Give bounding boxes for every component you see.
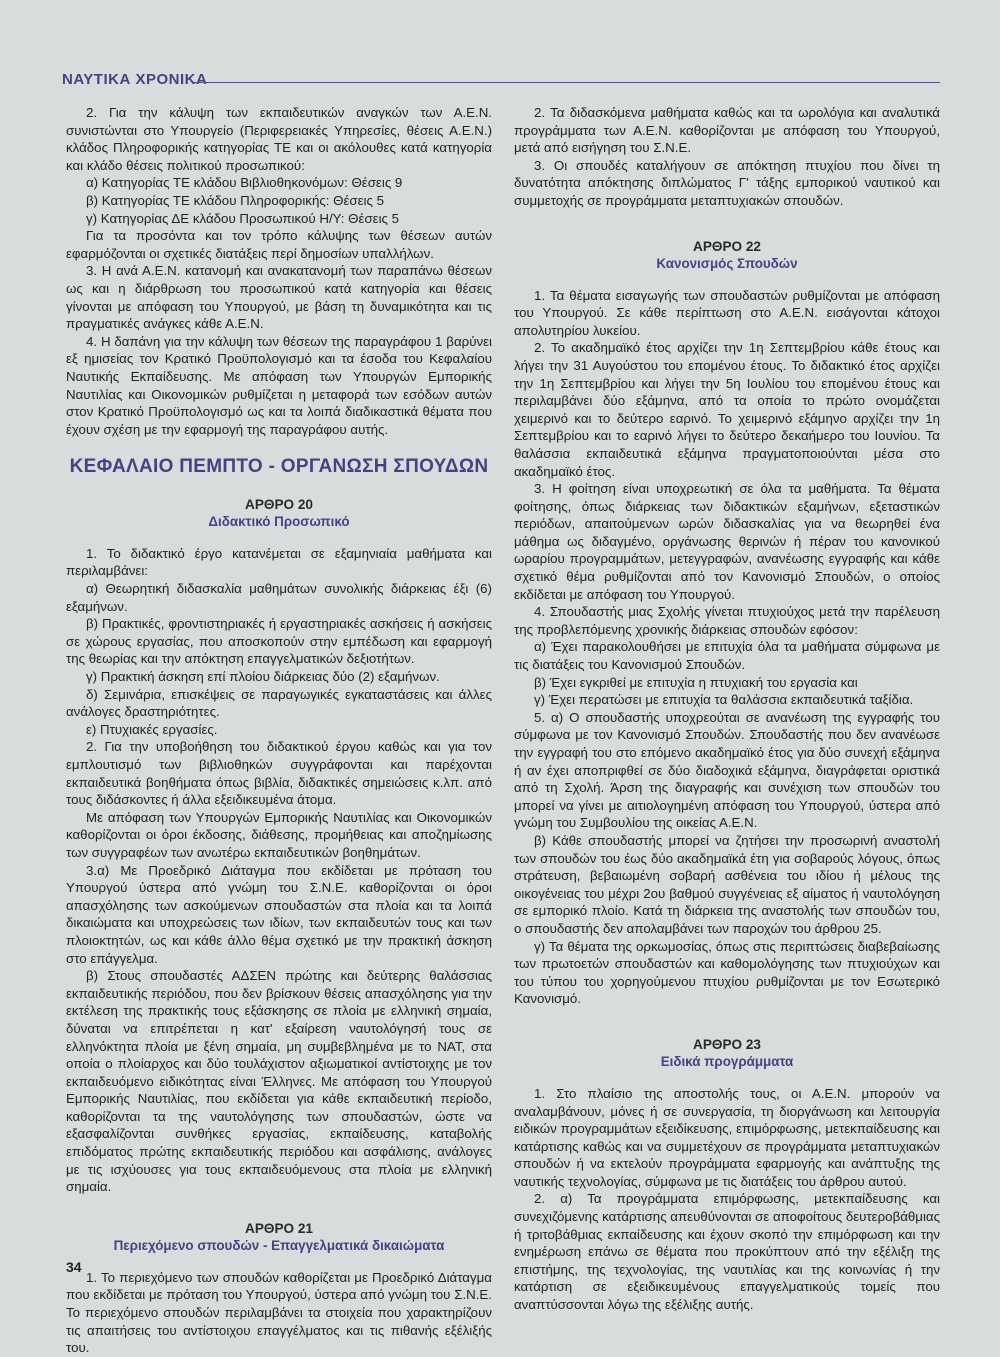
running-header <box>62 70 940 90</box>
list-item: γ) Κατηγορίας ΔΕ κλάδου Προσωπικού Η/Υ: Θέσεις 5 <box>86 210 400 226</box>
paragraph: 3. Οι σπουδές καταλήγουν σε απόκτηση πτυχίου που δίνει τη δυνατότητα απόκτησης διπλώματος Γ' τάξης εμπορικού ναυτικού και συμμετοχής σε προγράμματα μεταπτυχιακών σπουδών. <box>514 157 940 208</box>
paragraph: 3. Η ανά Α.Ε.Ν. κατανομή και ανακατανομή των παραπάνω θέσεων ως και η διάρθρωση του προσωπικού κατά κατηγορία και θέσεις γίνονται με απόφαση του Υπουργού, με βάση τη δυναμικότητα και τις πραγματικές ανάγκες κάθε Α.Ε.Ν. <box>66 263 492 332</box>
article-number: ΑΡΘΡΟ 23 <box>693 1036 761 1052</box>
list-item: α) Θεωρητική διδασκαλία μαθημάτων συνολικής διάρκειας έξι (6) εξαμήνων. <box>66 581 492 614</box>
list-item: γ) Πρακτική άσκηση επί πλοίου διάρκειας δύο (2) εξαμήνων. <box>86 669 440 685</box>
article-title: Κανονισμός Σπουδών <box>656 255 798 271</box>
article-title: Περιεχόμενο σπουδών - Επαγγελματικά δικαιώματα <box>113 1237 445 1253</box>
list-item: α) Έχει παρακολουθήσει με επιτυχία όλα τα μαθήματα σύμφωνα με τις διατάξεις του Κανονισμού Σπουδών. <box>514 639 940 673</box>
paragraph: Με απόφαση των Υπουργών Εμπορικής Ναυτιλίας και Οικονομικών καθορίζονται οι όροι έκδοσης, διάθεσης, προμήθειας και αποζημίωσης των συγγραφέων των ανωτέρω εκπαιδευτικών βοηθημάτων. <box>66 809 492 860</box>
article-20-heading <box>66 496 492 531</box>
article-23-heading <box>514 1036 940 1071</box>
paragraph: 3. Η φοίτηση είναι υποχρεωτική σε όλα τα μαθήματα. Τα θέματα φοίτησης, όπως διάρκειας των διδακτικών εξαμήνων, εξεταστικών περιόδων, απαιτούμενων ωρών διδασκαλίας για να θεωρηθεί ένα μάθημα ως διδαγμένο, οργάνωσης θερινών ή πέραν του κανονικού ωραρίου προγραμμάτων, μετεγγραφών, ανανέωσης εγγραφής και κάθε σχετικό θέμα ρυθμίζονται από τον Κανονισμό Σπουδών, ο οποίος εκδίδεται με απόφαση του Υπουργού. <box>514 481 940 602</box>
list-item: α) Κατηγορίας ΤΕ κλάδου Βιβλιοθηκονόμων: Θέσεις 9 <box>86 175 403 191</box>
paragraph: 1. Το περιεχόμενο των σπουδών καθορίζεται με Προεδρικό Διάταγμα που εκδίδεται με πρόταση του Υπουργού, ύστερα από γνώμη του Σ.Ν.Ε. Το περιεχόμενο σπουδών περιλαμβάνει τα στοιχεία που χαρακτηρίζουν τις απαιτήσεις του αντίστοιχου επαγγέλματος και τις πιθανής εξέλιξής του. <box>66 1269 492 1356</box>
paragraph: 2. α) Τα προγράμματα επιμόρφωσης, μετεκπαίδευσης και συνεχιζόμενης κατάρτισης απευθύνονται σε αποφοίτους δευτεροβάθμιας ή τριτοβάθμιας εκπαίδευσης και έχουν σκοπό την επιμόρφωση και την ενημέρωση επάνω σε θέματα που προκύπτουν από την εξέλιξη της επιστήμης, της τεχνολογίας, της ναυτιλίας και της κοινωνίας ή την κατάρτιση σε εξειδικευμένους επαγγελματικούς τομείς που αναπτύσσονται λόγω της εξέλιξης αυτής. <box>514 1191 941 1313</box>
paragraph: β) Κάθε σπουδαστής μπορεί να ζητήσει την προσωρινή αναστολή των σπουδών του έως δύο ακαδημαϊκά έτη για σοβαρούς λόγους, όπως στράτευση, βεβαιωμένη σοβαρή ασθένεια του ιδίου ή μέλους της οικογένειας του μέχρι 2ου βαθμού συγγένειας εξ αίματος ή ναυτολόγηση σε εμπορικό πλοίο. Κατά τη διάρκεια της αναστολής των σπουδών του, ο σπουδαστής δεν απολαμβάνει των παροχών του άρθρου 25. <box>514 832 940 936</box>
paragraph: 2. Για την υποβοήθηση του διδακτικού έργου καθώς και για τον εμπλουτισμό των βιβλιοθηκών συγγράφονται και παρέχονται εκπαιδευτικά βοηθήματα όπως βιβλία, διδακτικές σημειώσεις κ.λπ. από τους διδάσκοντες ή άλλα εξειδικευμένα άτομα. <box>66 739 492 808</box>
article-number: ΑΡΘΡΟ 22 <box>693 238 761 254</box>
paragraph: 3.α) Με Προεδρικό Διάταγμα που εκδίδεται με πρόταση του Υπουργού ύστερα από γνώμη του Σ.Ν.Ε. καθορίζονται οι όροι απασχόλησης των ασκούμενων σπουδαστών στα πλοία και τα λοιπά δικαιώματα και υποχρεώσεις των ιδίων, των εκπαιδευτών τους και των πλοιοκτητών, ως και κάθε άλλο θέμα σχετικό με την πρακτική άσκηση στο επάγγελμα. <box>66 862 492 966</box>
magazine-title: ΝΑΥΤΙΚΑ ΧΡΟΝΙΚΑ <box>62 71 208 88</box>
paragraph: 2. Το ακαδημαϊκό έτος αρχίζει την 1η Σεπτεμβρίου κάθε έτους και λήγει την 31 Αυγούστου του επομένου έτους. Το διδακτικό έτος αρχίζει την 1η Σεπτεμβρίου και λήγει την 5η Ιουλίου του επομένου έτους και περιλαμβάνει δύο εξάμηνα, από τα οποία το πρώτο ονομάζεται χειμερινό και το δεύτερο εαρινό. Το χειμερινό εξάμηνο αρχίζει την 1η Σεπτεμβρίου και το εαρινό λήγει το δεύτερο δεκαήμερο του Ιουνίου. Τα θαλάσσια εκπαιδευτικά εξάμηνα πραγματοποιούνται μέσα στο ακαδημαϊκό έτος. <box>514 340 940 479</box>
paragraph: 4. Σπουδαστής μιας Σχολής γίνεται πτυχιούχος μετά την παρέλευση της προβλεπόμενης χρονικής διάρκειας σπουδών εφόσον: <box>514 604 940 637</box>
chapter-title: ΚΕΦΑΛΑΙΟ ΠΕΜΠΤΟ - ΟΡΓΑΝΩΣΗ ΣΠΟΥΔΩΝ <box>69 456 489 478</box>
list-item: β) Πρακτικές, φροντιστηριακές ή εργαστηριακές ασκήσεις ή ασκήσεις σε χώρους εργασίας, που αποσκοπούν στην εμπέδωση και εφαρμογή της θεωρίας και την απόκτηση επαγγελματικών δεξιοτήτων. <box>66 616 492 667</box>
paragraph: Για τα προσόντα και τον τρόπο κάλυψης των θέσεων αυτών εφαρμόζονται οι σχετικές διατάξεις περί δημοσίων υπαλλήλων. <box>66 228 492 261</box>
paragraph: 1. Το διδακτικό έργο κατανέμεται σε εξαμηνιαία μαθήματα και περιλαμβάνει: <box>66 545 492 579</box>
article-21-heading <box>66 1220 492 1255</box>
list-item: δ) Σεμινάρια, επισκέψεις σε παραγωγικές εγκαταστάσεις και άλλες ανάλογες δραστηριότητες. <box>66 686 492 720</box>
article-title: Διδακτικό Προσωπικό <box>208 513 350 529</box>
article-number: ΑΡΘΡΟ 20 <box>245 496 313 512</box>
article-22-heading <box>514 238 940 273</box>
right-column <box>514 104 940 1314</box>
paragraph: 4. Η δαπάνη για την κάλυψη των θέσεων της παραγράφου 1 βαρύνει εξ ημισείας τον Κρατικό Προϋπολογισμό και τα έσοδα του Κεφαλαίου Ναυτικής Εκπαίδευσης. Με απόφαση των Υπουργών Εμπορικής Ναυτιλίας και Οικονομικών ρυθμίζεται η μεταφορά των εσόδων αυτών στον Κρατικό Προϋπολογισμό ως και τα λοιπά διαδικαστικά θέματα που έχουν σχέση με την εφαρμογή της παραγράφου αυτής. <box>66 333 492 437</box>
left-column <box>66 104 492 1357</box>
article-number: ΑΡΘΡΟ 21 <box>245 1220 313 1236</box>
paragraph: 5. α) Ο σπουδαστής υποχρεούται σε ανανέωση της εγγραφής του σύμφωνα με τον Κανονισμό Σπουδών. Σπουδαστής που δεν ανανέωσε την εγγραφή του στο επόμενο ακαδημαϊκό έτος για δύο συνεχή εξάμηνα ή αν έχει αποπριφθεί σε δύο διαδοχικά εξάμηνα, διαγράφεται οριστικά από τη Σχολή. Άρση της διαγραφής και συνέχιση των σπουδών του μπορεί να γίνει με αιτιολογημένη απόφαση του Υπουργού, ύστερα από γνώμη του Συμβουλίου της οικείας Α.Ε.Ν. <box>514 709 940 831</box>
paragraph: 1. Στο πλαίσιο της αποστολής τους, οι Α.Ε.Ν. μπορούν να αναλαμβάνουν, μόνες ή σε συνεργασία, τη διοργάνωση και λειτουργία ειδικών προγραμμάτων εξειδίκευσης, επιμόρφωσης, μετεκπαίδευσης και κατάρτισης καθώς και να συμμετέχουν σε προγράμματα μεταπτυχιακών σπουδών ή να εκτελούν προγράμματα εφαρμογής και ανάπτυξης της ναυτικής τεχνολογίας, σύμφωνα με τις διατάξεις του άρθρου αυτού. <box>514 1085 940 1189</box>
paragraph: 2. Τα διδασκόμενα μαθήματα καθώς και τα ωρολόγια και αναλυτικά προγράμματα των Α.Ε.Ν. καθορίζονται με απόφαση του Υπουργού, μετά από εισήγηση του Σ.Ν.Ε. <box>514 105 940 156</box>
list-item: γ) Έχει περατώσει με επιτυχία τα θαλάσσια εκπαιδευτικά ταξίδια. <box>534 692 914 708</box>
page-number: 34 <box>66 1259 82 1275</box>
list-item: β) Κατηγορίας ΤΕ κλάδου Πληροφορικής: Θέσεις 5 <box>86 192 384 208</box>
paragraph: 1. Τα θέματα εισαγωγής των σπουδαστών ρυθμίζονται με απόφαση του Υπουργού. Σε κάθε περίπτωση στο Α.Ε.Ν. εισάγονται κάτοχοι απολυτηρίου λυκείου. <box>514 287 940 338</box>
paragraph: β) Στους σπουδαστές ΑΔΣΕΝ πρώτης και δεύτερης θαλάσσιας εκπαιδευτικής περιόδου, που δεν βρίσκουν θέσεις απασχόλησης για την εκτέλεση της πρακτικής τους εξάσκησης σε πλοία με ελληνική σημαία, δύναται να επιτρέπεται η κατ' εξαίρεση ναυτολόγησή τους σε ελληνόκτητα πλοία με ξένη σημαία, μη συμβεβλημένα με το ΝΑΤ, στα οποία ο πλοίαρχος και δύο τουλάχιστον αξιωματικοί αντίστοιχης με τον εκπαιδευόμενο ειδικότητας είναι Έλληνες. Με απόφαση του Υπουργού Εμπορικής Ναυτιλίας, που εκδίδεται για κάθε εκπαιδευτική περίοδο, καθορίζονται τα της ναυτολόγησης των σπουδαστών, ώστε να εξασφαλίζονται συνθήκες εργασίας, εκπαίδευσης, καταβολής επιδόματος πρώτης εκπαιδευτικής περιόδου και ασφάλισης, ανάλογες με τις ισχύουσες για τους εκπαιδευόμενους στα πλοία με ελληνική σημαία. <box>66 968 492 1195</box>
paragraph: γ) Τα θέματα της ορκωμοσίας, όπως στις περιπτώσεις διαβεβαίωσης των πρωτοετών σπουδαστών και καθομολόγησης των πτυχιούχων και του τύπου του χορηγούμενου πτυχίου ρυθμίζονται με τον Εσωτερικό Κανονισμό. <box>514 938 940 1007</box>
article-title: Ειδικά προγράμματα <box>660 1053 794 1069</box>
header-rule <box>194 82 940 83</box>
list-item: β) Έχει εγκριθεί με επιτυχία η πτυχιακή του εργασία και <box>534 674 858 690</box>
paragraph: 2. Για την κάλυψη των εκπαιδευτικών αναγκών των Α.Ε.Ν. συνιστώνται στο Υπουργείο (Περιφερειακές Υπηρεσίες, θέσεις Α.Ε.Ν.) κλάδος Πληροφορικής κατηγορίας ΤΕ και οι ακόλουθες κατά κατηγορία και κλάδο θέσεις πολιτικού προσωπικού: <box>66 105 492 173</box>
list-item: ε) Πτυχιακές εργασίες. <box>86 721 218 737</box>
